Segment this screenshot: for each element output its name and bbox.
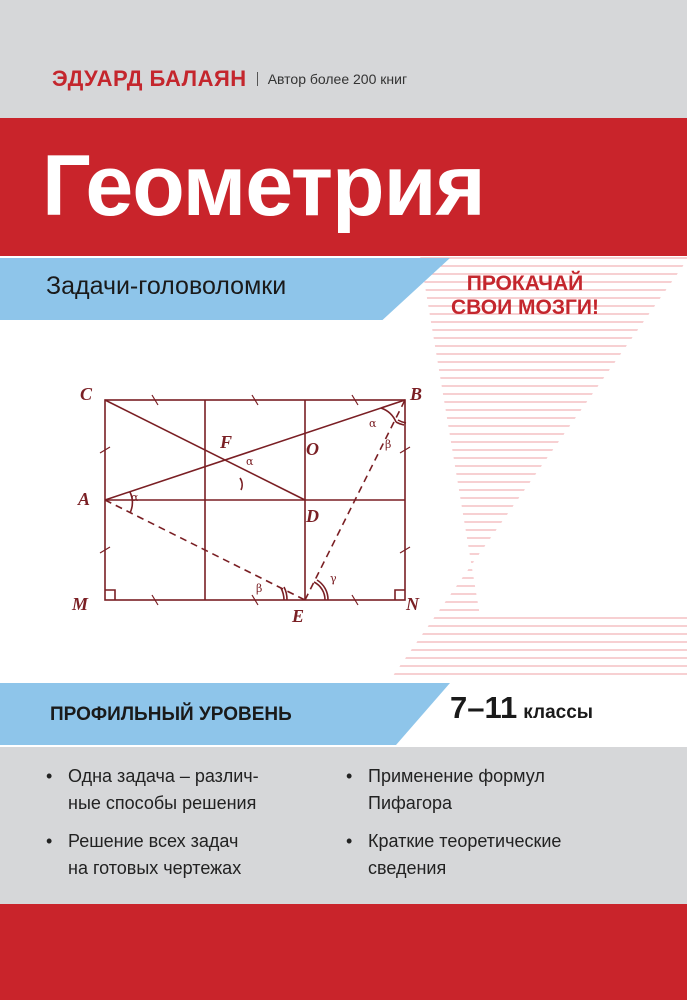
feature-line: Решение всех задач — [68, 831, 239, 851]
author-note: Автор более 200 книг — [267, 71, 408, 87]
point-label-d: D — [306, 506, 319, 526]
author-row — [52, 64, 407, 94]
feature-line: ные способы решения — [68, 793, 257, 813]
bullet-icon: • — [346, 831, 353, 851]
book-title: Геометрия — [42, 138, 485, 234]
right-angle-m — [105, 590, 115, 600]
angle-arc-b-alpha — [381, 408, 396, 422]
angle-label-beta-b: β — [385, 438, 392, 451]
feature-line: Пифагора — [368, 793, 453, 813]
point-label-f: F — [220, 432, 233, 452]
feature-item — [346, 828, 562, 882]
bottom-band — [0, 904, 687, 1000]
bullet-icon: • — [46, 766, 53, 786]
feature-line: на готовых чертежах — [68, 858, 242, 878]
angle-arc-f — [240, 478, 242, 490]
top-band — [0, 0, 687, 118]
slogan — [410, 272, 640, 320]
point-label-m: M — [72, 594, 89, 614]
angle-label-alpha-b: α — [369, 417, 377, 430]
feature-line: Краткие теоретические — [368, 831, 562, 851]
grades-word: классы — [523, 702, 594, 723]
point-label-n: N — [406, 594, 419, 614]
author-name: ЭДУАРД БАЛАЯН — [52, 66, 247, 91]
bullet-icon: • — [46, 831, 53, 851]
angle-label-alpha-f: α — [246, 455, 254, 468]
angle-arc-e-left — [281, 588, 284, 600]
segment-ab — [105, 400, 405, 500]
slogan-line-1: ПРОКАЧАЙ — [466, 272, 584, 295]
feature-item — [346, 763, 545, 817]
right-angle-n — [395, 590, 405, 600]
angle-label-gamma-e: γ — [330, 572, 337, 585]
feature-line: Одна задача – различ- — [68, 766, 259, 786]
subtitle: Задачи-головоломки — [46, 272, 287, 300]
point-label-c: C — [80, 384, 93, 404]
grades — [450, 690, 593, 726]
author-separator — [257, 72, 258, 86]
feature-line: сведения — [368, 858, 447, 878]
point-label-e: E — [292, 606, 305, 626]
point-label-o: O — [306, 439, 319, 459]
angle-label-beta-e: β — [256, 582, 263, 595]
feature-item — [46, 828, 242, 882]
angle-label-alpha-a: α — [131, 491, 139, 504]
grades-range: 7–11 — [450, 690, 518, 725]
point-label-b: B — [410, 384, 423, 404]
geometry-diagram — [60, 370, 440, 640]
feature-item — [46, 763, 259, 817]
level-label: ПРОФИЛЬНЫЙ УРОВЕНЬ — [50, 704, 292, 725]
point-label-a: A — [78, 489, 91, 509]
bullet-icon: • — [346, 766, 353, 786]
slogan-line-2: СВОИ МОЗГИ! — [450, 296, 600, 319]
feature-line: Применение формул — [368, 766, 545, 786]
